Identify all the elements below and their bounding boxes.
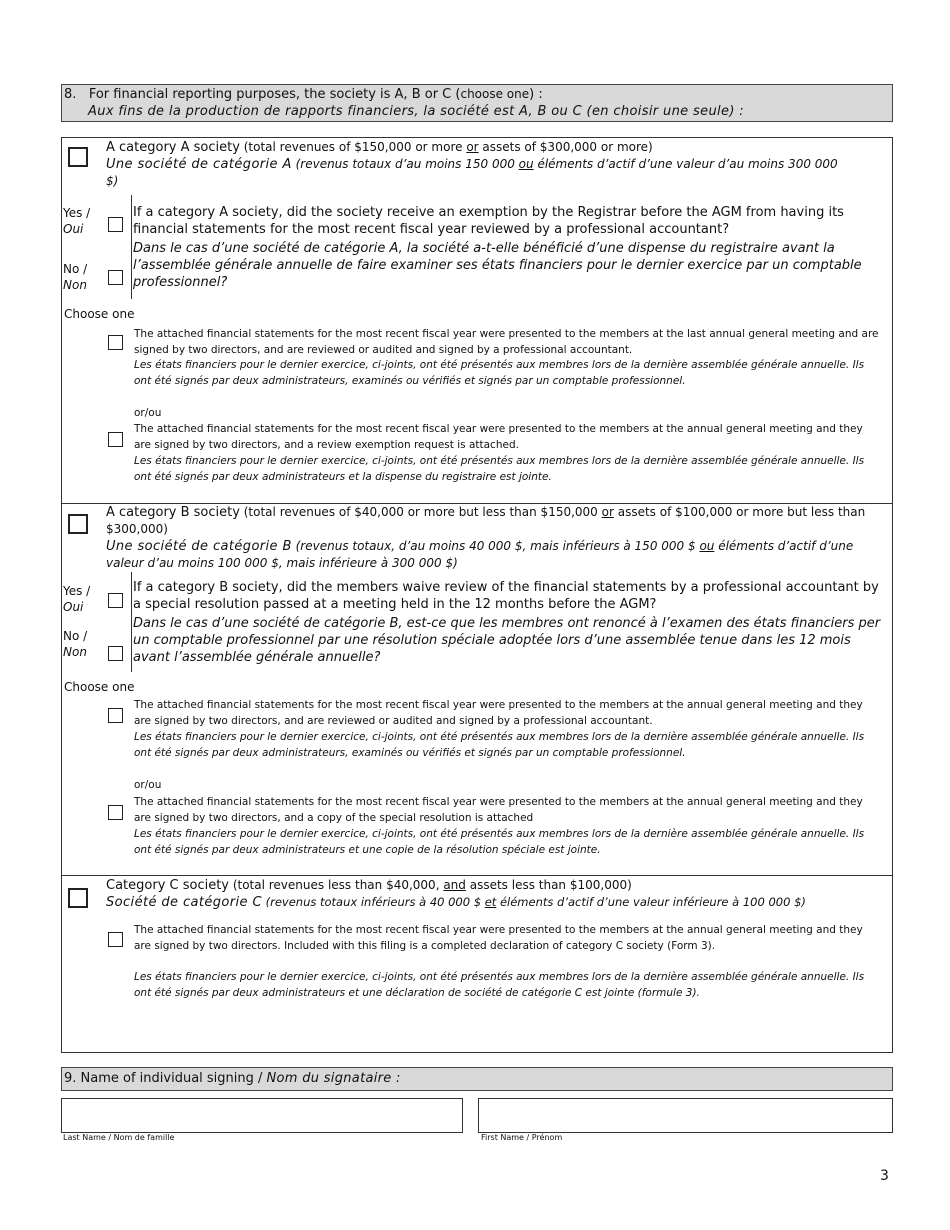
category-b-question-rule xyxy=(131,572,132,672)
category-c-fr-note-1: (revenus totaux inférieurs à 40 000 $ xyxy=(261,895,485,909)
category-b-or-ou: or/ou xyxy=(134,779,162,791)
section-8-title-en-text: For financial reporting purposes, the society is A, B or C ( xyxy=(88,87,461,102)
category-b-yes-en: Yes / xyxy=(63,584,91,598)
section-9-title-fr: Nom du signataire : xyxy=(266,1071,401,1086)
category-b-no-en: No / xyxy=(63,629,88,643)
section-8-choose-one: choose one xyxy=(460,87,530,101)
category-c-title-en xyxy=(106,877,886,894)
category-c-option-fr: Les états financiers pour le dernier exercice, ci-joints, ont été présentés aux membres lors de la dernière assemblée générale annuelle. Ils ont été signés par deux administrateurs et une déclaration de société de catégorie C est jointe (formule 3). xyxy=(134,971,865,999)
category-a-yes-fr: Oui xyxy=(63,222,84,236)
category-b-yes-fr: Oui xyxy=(63,600,84,614)
category-b-option-1-fr: Les états financiers pour le dernier exercice, ci-joints, ont été présentés aux membres lors de la dernière assemblée générale annuelle. Ils ont été signés par deux administrateurs, examinés ou vérifiés et signés par un comptable professionnel. xyxy=(134,731,865,759)
category-a-choose-one: Choose one xyxy=(64,307,135,321)
category-a-title: A category A society xyxy=(106,140,240,155)
category-a-checkbox[interactable] xyxy=(68,147,88,167)
category-b-option-1-en: The attached financial statements for the most recent fiscal year were presented to the members at the annual general meeting and they are signed by two directors, and are reviewed or audited and signed by a professional accountant. xyxy=(134,699,863,727)
category-b-note-1: (total revenues of $40,000 or more but less than $150,000 xyxy=(239,505,602,519)
category-b-choose-one: Choose one xyxy=(64,680,135,694)
category-b-no-fr: Non xyxy=(63,645,87,659)
section-8-number: 8. xyxy=(64,87,77,102)
category-a-fr-ou: ou xyxy=(518,157,534,171)
category-a-question-rule xyxy=(131,195,132,299)
last-name-label: Last Name / Nom de famille xyxy=(63,1133,175,1142)
category-b-title: A category B society xyxy=(106,505,240,520)
category-b-fr-ou: ou xyxy=(699,539,715,553)
category-b-option-1-checkbox[interactable] xyxy=(108,708,123,723)
first-name-label: First Name / Prénom xyxy=(481,1133,563,1142)
section-8-title-en-end: ) : xyxy=(529,87,543,102)
category-a-option-2-fr: Les états financiers pour le dernier exercice, ci-joints, ont été présentés aux membres lors de la dernière assemblée générale annuelle. Ils ont été signés par deux administrateurs et la dispense du registraire est jointe. xyxy=(134,455,865,483)
category-a-or-ou: or/ou xyxy=(134,407,162,419)
category-a-question-en: If a category A society, did the society receive an exemption by the Registrar before the AGM from having its financial statements for the most recent fiscal year reviewed by a professional accountant? xyxy=(133,205,844,237)
category-a-yes-checkbox[interactable] xyxy=(108,217,123,232)
category-b-no-checkbox[interactable] xyxy=(108,646,123,661)
category-a-no-fr: Non xyxy=(63,278,87,292)
category-a-fr-note-1: (revenus totaux d’au moins 150 000 xyxy=(291,157,519,171)
category-b-fr-note-2: éléments d’actif d’une valeur d’au moins 100 000 $, mais inférieure à 300 000 $) xyxy=(106,539,854,570)
category-b-no-label xyxy=(63,628,87,660)
category-b-checkbox[interactable] xyxy=(68,514,88,534)
category-b-title-fr xyxy=(106,538,881,572)
category-a-note-1: (total revenues of $150,000 or more xyxy=(239,140,467,154)
category-a-question-fr: Dans le cas d’une société de catégorie A, la société a-t-elle bénéficié d’une dispense du registraire avant la l’assemblée générale annuelle de faire examiner ses états financiers pour le dernier exercice par un comptable professionnel? xyxy=(133,241,862,290)
category-a-option-1-checkbox[interactable] xyxy=(108,335,123,350)
category-a-no-checkbox[interactable] xyxy=(108,270,123,285)
category-a-note-2: assets of $300,000 or more) xyxy=(478,140,653,154)
category-a-fr-title: Une société de catégorie A xyxy=(106,157,292,172)
category-b-or: or xyxy=(601,505,614,519)
category-c-option-en: The attached financial statements for the most recent fiscal year were presented to the members at the annual general meeting and they are signed by two directors. Included with this filing is a completed declaration of category C society (Form 3). xyxy=(134,924,863,952)
category-a-title-fr xyxy=(106,156,851,190)
category-a-fr-note-2: éléments d’actif d’une valeur d’au moins 300 000 $) xyxy=(106,157,838,188)
category-c-fr-note-2: éléments d’actif d’une valeur inférieure à 100 000 $) xyxy=(496,895,806,909)
category-b-option-2-en: The attached financial statements for the most recent fiscal year were presented to the members at the annual general meeting and they are signed by two directors, and a copy of the special resolution is attached xyxy=(134,796,863,824)
section-8-header xyxy=(61,84,893,122)
category-b-question-fr: Dans le cas d’une société de catégorie B, est-ce que les membres ont renoncé à l’examen des états financiers per un comptable professionnel par une résolution spéciale adoptée lors d’une assemblée tenue dans les 12 mois avant l’assemblée générale annuelle? xyxy=(133,616,881,665)
category-b-note-2: assets of $100,000 or more but less than $300,000) xyxy=(106,505,866,536)
category-c-fr-title: Société de catégorie C xyxy=(106,895,262,910)
category-a-or: or xyxy=(466,140,479,154)
category-c-title-fr xyxy=(106,894,886,911)
first-name-input[interactable] xyxy=(478,1098,893,1133)
section-9-title-en: 9. Name of individual signing / xyxy=(64,1071,267,1086)
category-b-fr-title: Une société de catégorie B xyxy=(106,539,292,554)
category-a-title-en xyxy=(106,139,886,156)
category-c-and: and xyxy=(443,878,466,892)
category-a-no-label xyxy=(63,261,87,293)
category-a-option-2-checkbox[interactable] xyxy=(108,432,123,447)
category-b-yes-label xyxy=(63,583,90,615)
category-b-fr-note-1: (revenus totaux, d’au moins 40 000 $, mais inférieurs à 150 000 $ xyxy=(291,539,700,553)
category-c-title: Category C society xyxy=(106,878,229,893)
category-a-yes-label xyxy=(63,205,90,237)
category-b-option-2-fr: Les états financiers pour le dernier exercice, ci-joints, ont été présentés aux membres lors de la dernière assemblée générale annuelle. Ils ont été signés par deux administrateurs et une copie de la résolution spéciale est jointe. xyxy=(134,828,865,856)
category-a-no-en: No / xyxy=(63,262,88,276)
category-b-title-en xyxy=(106,504,886,538)
category-c-note-2: assets less than $100,000) xyxy=(465,878,632,892)
section-8-title-fr: Aux fins de la production de rapports financiers, la société est A, B ou C (en choisir une seule) : xyxy=(88,104,745,119)
category-c-checkbox[interactable] xyxy=(68,888,88,908)
category-a-yes-en: Yes / xyxy=(63,206,91,220)
section-9-header xyxy=(61,1067,893,1091)
category-b-option-2-checkbox[interactable] xyxy=(108,805,123,820)
category-a-option-1-fr: Les états financiers pour le dernier exercice, ci-joints, ont été présentés aux membres lors de la dernière assemblée générale annuelle. Ils ont été signés par deux administrateurs, examinés ou vérifiés et signés par un comptable professionnel. xyxy=(134,359,865,387)
category-b-question-en: If a category B society, did the members waive review of the financial statements by a professional accountant by a special resolution passed at a meeting held in the 12 months before the AGM? xyxy=(133,580,879,612)
section-9-title xyxy=(64,1070,401,1087)
section-8-title-en xyxy=(64,86,543,103)
page-number: 3 xyxy=(880,1168,889,1184)
category-a-option-2-en: The attached financial statements for the most recent fiscal year were presented to the members at the annual general meeting and they are signed by two directors, and a review exemption request is attached. xyxy=(134,423,863,451)
category-b-yes-checkbox[interactable] xyxy=(108,593,123,608)
category-c-option-checkbox[interactable] xyxy=(108,932,123,947)
category-c-note-1: (total revenues less than $40,000, xyxy=(229,878,444,892)
category-a-option-1-en: The attached financial statements for the most recent fiscal year were presented to the members at the last annual general meeting and are signed by two directors, and are reviewed or audited and signed by a professional accountant. xyxy=(134,328,879,356)
category-c-fr-et: et xyxy=(484,895,497,909)
last-name-input[interactable] xyxy=(61,1098,463,1133)
divider-b-c xyxy=(61,875,893,876)
